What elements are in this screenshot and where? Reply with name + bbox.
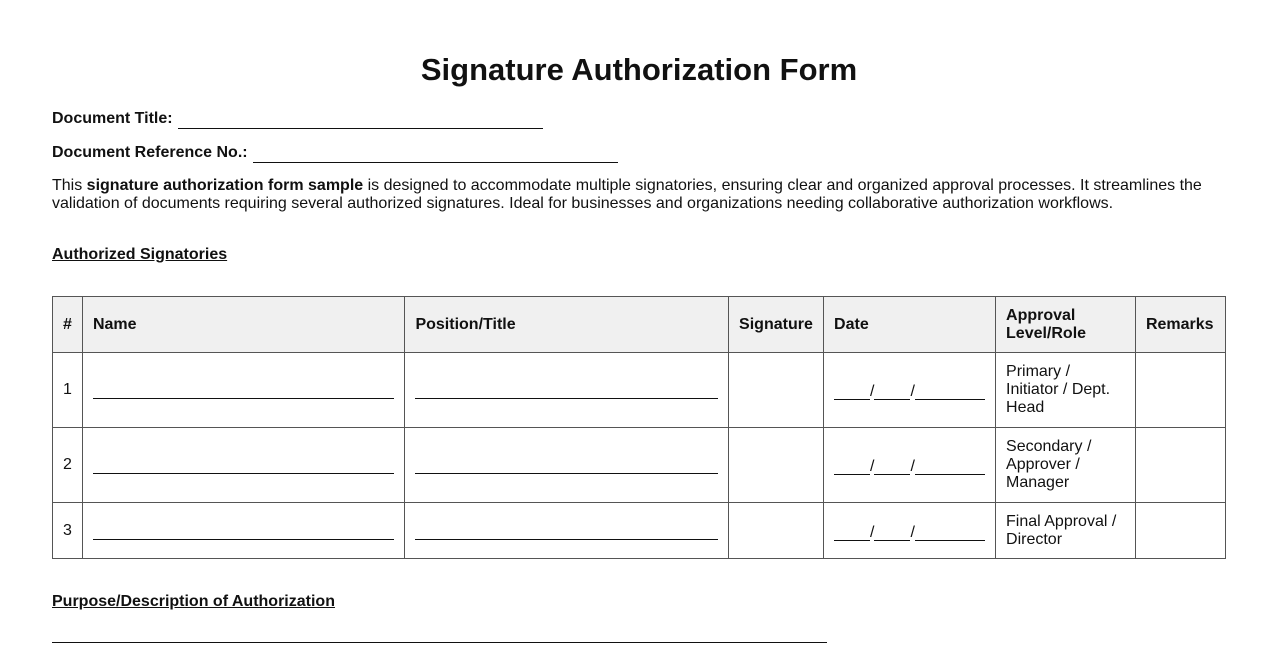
signature-cell[interactable] [729,353,824,428]
date-blank[interactable]: / / [834,382,985,400]
date-blank[interactable]: / / [834,523,985,541]
header-signature: Signature [729,297,824,353]
document-reference-blank[interactable] [253,145,618,163]
signatories-heading: Authorized Signatories [52,246,228,263]
approval-level-cell: Final Approval / Director [996,503,1136,559]
table-row [53,428,1226,503]
name-cell[interactable] [82,428,404,503]
intro-bold-phrase: signature authorization form sample [86,177,364,194]
date-cell[interactable] [824,353,996,428]
position-blank[interactable] [415,538,718,540]
purpose-blank[interactable] [52,642,827,643]
remarks-cell[interactable] [1135,353,1225,428]
document-reference-label: Document Reference No.: [52,144,248,161]
date-cell[interactable] [824,428,996,503]
table-row [53,503,1226,559]
name-blank[interactable] [93,397,394,399]
intro-text-before: This [52,177,87,194]
approval-level-cell: Secondary / Approver / Manager [996,428,1136,503]
table-header-row [53,297,1226,353]
signature-cell[interactable] [729,428,824,503]
document-title-label: Document Title: [52,110,173,127]
intro-text-after: is designed to accommodate multiple signatories, ensuring clear and organized approval processes. It streamlines the validation of documents requiring several authorized signatures. Ideal for businesses and organizations needing collaborative authorization workflows. [52,177,1202,212]
header-remarks: Remarks [1135,297,1225,353]
header-number: # [53,297,83,353]
date-blank[interactable]: / / [834,457,985,475]
header-approval-level: Approval Level/Role [996,297,1136,353]
signature-cell[interactable] [729,503,824,559]
row-number: 1 [53,353,83,428]
position-blank[interactable] [415,397,718,399]
name-cell[interactable] [82,503,404,559]
approval-level-cell: Primary / Initiator / Dept. Head [996,353,1136,428]
position-cell[interactable] [405,353,729,428]
page-title: Signature Authorization Form [420,52,858,87]
position-cell[interactable] [405,503,729,559]
remarks-cell[interactable] [1135,503,1225,559]
purpose-heading: Purpose/Description of Authorization [52,593,335,610]
row-number: 3 [53,503,83,559]
header-name: Name [82,297,404,353]
date-cell[interactable] [824,503,996,559]
intro-paragraph [52,177,1227,213]
name-blank[interactable] [93,538,394,540]
name-blank[interactable] [93,472,394,474]
position-cell[interactable] [405,428,729,503]
signatories-table [52,296,1226,559]
remarks-cell[interactable] [1135,428,1225,503]
table-row [53,353,1226,428]
row-number: 2 [53,428,83,503]
name-cell[interactable] [82,353,404,428]
document-title-blank[interactable] [178,111,543,129]
position-blank[interactable] [415,472,718,474]
document-title-field [52,109,543,129]
document-reference-field [52,143,618,163]
header-position: Position/Title [405,297,729,353]
header-date: Date [824,297,996,353]
